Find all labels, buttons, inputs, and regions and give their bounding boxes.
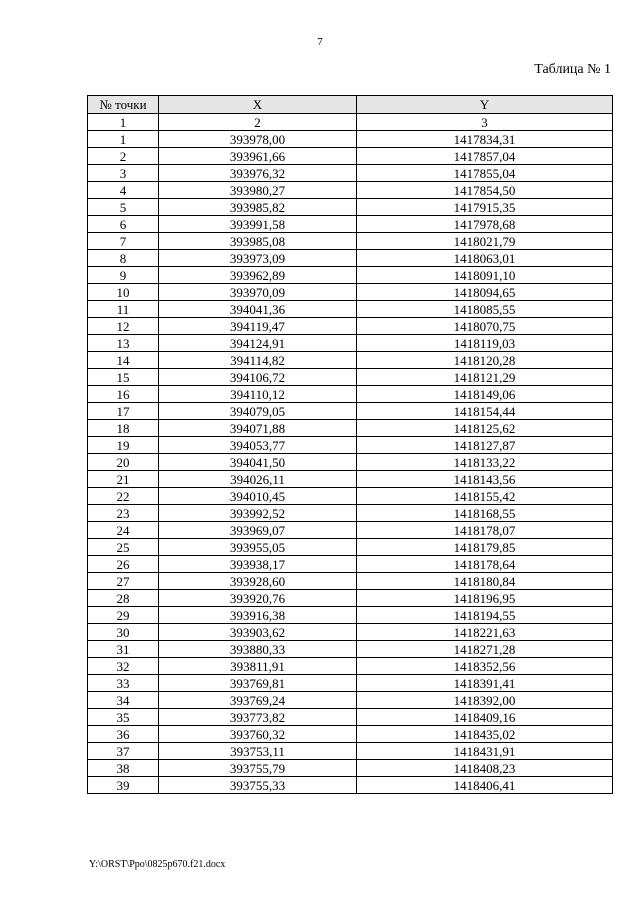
- table-row: [88, 369, 613, 386]
- y-coordinate-cell: 1418143,56: [357, 471, 613, 488]
- table-row: [88, 675, 613, 692]
- point-number-cell: 2: [88, 148, 159, 165]
- point-number-cell: 5: [88, 199, 159, 216]
- table-row: [88, 539, 613, 556]
- table-row: [88, 471, 613, 488]
- y-coordinate-cell: 1418271,28: [357, 641, 613, 658]
- y-coordinate-cell: 1418194,55: [357, 607, 613, 624]
- x-coordinate-cell: 393811,91: [159, 658, 357, 675]
- column-header-x: X: [159, 96, 357, 114]
- point-number-cell: 14: [88, 352, 159, 369]
- x-coordinate-cell: 394041,36: [159, 301, 357, 318]
- table-row: [88, 488, 613, 505]
- point-number-cell: 20: [88, 454, 159, 471]
- table-row: [88, 233, 613, 250]
- y-coordinate-cell: 1417978,68: [357, 216, 613, 233]
- x-coordinate-cell: 394110,12: [159, 386, 357, 403]
- y-coordinate-cell: 1418406,41: [357, 777, 613, 794]
- y-coordinate-cell: 1418392,00: [357, 692, 613, 709]
- point-number-cell: 33: [88, 675, 159, 692]
- y-coordinate-cell: 1418091,10: [357, 267, 613, 284]
- point-number-cell: 30: [88, 624, 159, 641]
- index-cell: 2: [159, 114, 357, 131]
- x-coordinate-cell: 393973,09: [159, 250, 357, 267]
- table-row: [88, 250, 613, 267]
- x-coordinate-cell: 394079,05: [159, 403, 357, 420]
- y-coordinate-cell: 1418070,75: [357, 318, 613, 335]
- table-row: [88, 301, 613, 318]
- y-coordinate-cell: 1418085,55: [357, 301, 613, 318]
- table-row: [88, 777, 613, 794]
- point-number-cell: 16: [88, 386, 159, 403]
- x-coordinate-cell: 393916,38: [159, 607, 357, 624]
- y-coordinate-cell: 1418391,41: [357, 675, 613, 692]
- point-number-cell: 32: [88, 658, 159, 675]
- y-coordinate-cell: 1417855,04: [357, 165, 613, 182]
- x-coordinate-cell: 393928,60: [159, 573, 357, 590]
- x-coordinate-cell: 394053,77: [159, 437, 357, 454]
- y-coordinate-cell: 1418155,42: [357, 488, 613, 505]
- point-number-cell: 23: [88, 505, 159, 522]
- y-coordinate-cell: 1418168,55: [357, 505, 613, 522]
- point-number-cell: 11: [88, 301, 159, 318]
- x-coordinate-cell: 393903,62: [159, 624, 357, 641]
- x-coordinate-cell: 393773,82: [159, 709, 357, 726]
- table-caption: Таблица № 1: [534, 62, 611, 77]
- x-coordinate-cell: 394026,11: [159, 471, 357, 488]
- point-number-cell: 8: [88, 250, 159, 267]
- x-coordinate-cell: 393980,27: [159, 182, 357, 199]
- y-coordinate-cell: 1418127,87: [357, 437, 613, 454]
- table-row: [88, 386, 613, 403]
- table-row: [88, 454, 613, 471]
- table-index-row: [88, 114, 613, 131]
- x-coordinate-cell: 393969,07: [159, 522, 357, 539]
- table-row: [88, 760, 613, 777]
- table-row: [88, 420, 613, 437]
- x-coordinate-cell: 394124,91: [159, 335, 357, 352]
- y-coordinate-cell: 1418196,95: [357, 590, 613, 607]
- column-header-point: № точки: [88, 96, 159, 114]
- point-number-cell: 28: [88, 590, 159, 607]
- point-number-cell: 21: [88, 471, 159, 488]
- point-number-cell: 34: [88, 692, 159, 709]
- y-coordinate-cell: 1417857,04: [357, 148, 613, 165]
- point-number-cell: 10: [88, 284, 159, 301]
- point-number-cell: 18: [88, 420, 159, 437]
- table-row: [88, 505, 613, 522]
- x-coordinate-cell: 394010,45: [159, 488, 357, 505]
- point-number-cell: 13: [88, 335, 159, 352]
- x-coordinate-cell: 394119,47: [159, 318, 357, 335]
- x-coordinate-cell: 393992,52: [159, 505, 357, 522]
- point-number-cell: 1: [88, 131, 159, 148]
- x-coordinate-cell: 393955,05: [159, 539, 357, 556]
- x-coordinate-cell: 393985,82: [159, 199, 357, 216]
- y-coordinate-cell: 1418408,23: [357, 760, 613, 777]
- table-row: [88, 726, 613, 743]
- point-number-cell: 36: [88, 726, 159, 743]
- table-row: [88, 607, 613, 624]
- point-number-cell: 37: [88, 743, 159, 760]
- table-row: [88, 573, 613, 590]
- table-row: [88, 641, 613, 658]
- y-coordinate-cell: 1418409,16: [357, 709, 613, 726]
- point-number-cell: 29: [88, 607, 159, 624]
- page-number: 7: [317, 36, 323, 48]
- x-coordinate-cell: 393938,17: [159, 556, 357, 573]
- point-number-cell: 31: [88, 641, 159, 658]
- x-coordinate-cell: 394041,50: [159, 454, 357, 471]
- index-cell: 1: [88, 114, 159, 131]
- point-number-cell: 19: [88, 437, 159, 454]
- footer-file-path: Y:\ORST\Ppo\0825p670.f21.docx: [89, 859, 226, 870]
- y-coordinate-cell: 1418435,02: [357, 726, 613, 743]
- point-number-cell: 6: [88, 216, 159, 233]
- y-coordinate-cell: 1418119,03: [357, 335, 613, 352]
- x-coordinate-cell: 393755,79: [159, 760, 357, 777]
- point-number-cell: 26: [88, 556, 159, 573]
- y-coordinate-cell: 1418178,07: [357, 522, 613, 539]
- table-row: [88, 267, 613, 284]
- point-number-cell: 17: [88, 403, 159, 420]
- x-coordinate-cell: 393920,76: [159, 590, 357, 607]
- table-row: [88, 352, 613, 369]
- y-coordinate-cell: 1418221,63: [357, 624, 613, 641]
- y-coordinate-cell: 1417834,31: [357, 131, 613, 148]
- y-coordinate-cell: 1418125,62: [357, 420, 613, 437]
- point-number-cell: 3: [88, 165, 159, 182]
- x-coordinate-cell: 393769,81: [159, 675, 357, 692]
- table-row: [88, 199, 613, 216]
- table-row: [88, 437, 613, 454]
- y-coordinate-cell: 1418121,29: [357, 369, 613, 386]
- table-row: [88, 148, 613, 165]
- table-row: [88, 522, 613, 539]
- table-row: [88, 284, 613, 301]
- table-row: [88, 658, 613, 675]
- table-row: [88, 403, 613, 420]
- x-coordinate-cell: 393753,11: [159, 743, 357, 760]
- x-coordinate-cell: 393755,33: [159, 777, 357, 794]
- y-coordinate-cell: 1418154,44: [357, 403, 613, 420]
- point-number-cell: 15: [88, 369, 159, 386]
- point-number-cell: 9: [88, 267, 159, 284]
- x-coordinate-cell: 394106,72: [159, 369, 357, 386]
- point-number-cell: 22: [88, 488, 159, 505]
- point-number-cell: 35: [88, 709, 159, 726]
- table-row: [88, 318, 613, 335]
- point-number-cell: 39: [88, 777, 159, 794]
- table-row: [88, 131, 613, 148]
- point-number-cell: 4: [88, 182, 159, 199]
- y-coordinate-cell: 1418021,79: [357, 233, 613, 250]
- x-coordinate-cell: 393985,08: [159, 233, 357, 250]
- coordinates-table: [87, 95, 613, 794]
- point-number-cell: 27: [88, 573, 159, 590]
- x-coordinate-cell: 393769,24: [159, 692, 357, 709]
- table-row: [88, 335, 613, 352]
- y-coordinate-cell: 1418133,22: [357, 454, 613, 471]
- table-row: [88, 743, 613, 760]
- table-row: [88, 165, 613, 182]
- y-coordinate-cell: 1418179,85: [357, 539, 613, 556]
- y-coordinate-cell: 1417915,35: [357, 199, 613, 216]
- table-row: [88, 709, 613, 726]
- table-row: [88, 624, 613, 641]
- x-coordinate-cell: 393760,32: [159, 726, 357, 743]
- table-row: [88, 556, 613, 573]
- table-row: [88, 182, 613, 199]
- x-coordinate-cell: 393880,33: [159, 641, 357, 658]
- point-number-cell: 12: [88, 318, 159, 335]
- y-coordinate-cell: 1418352,56: [357, 658, 613, 675]
- point-number-cell: 38: [88, 760, 159, 777]
- index-cell: 3: [357, 114, 613, 131]
- x-coordinate-cell: 393962,89: [159, 267, 357, 284]
- x-coordinate-cell: 393970,09: [159, 284, 357, 301]
- x-coordinate-cell: 393978,00: [159, 131, 357, 148]
- point-number-cell: 7: [88, 233, 159, 250]
- table-row: [88, 216, 613, 233]
- y-coordinate-cell: 1418149,06: [357, 386, 613, 403]
- point-number-cell: 24: [88, 522, 159, 539]
- y-coordinate-cell: 1417854,50: [357, 182, 613, 199]
- x-coordinate-cell: 393976,32: [159, 165, 357, 182]
- y-coordinate-cell: 1418120,28: [357, 352, 613, 369]
- y-coordinate-cell: 1418180,84: [357, 573, 613, 590]
- table-row: [88, 692, 613, 709]
- y-coordinate-cell: 1418063,01: [357, 250, 613, 267]
- column-header-y: Y: [357, 96, 613, 114]
- y-coordinate-cell: 1418431,91: [357, 743, 613, 760]
- y-coordinate-cell: 1418178,64: [357, 556, 613, 573]
- x-coordinate-cell: 393991,58: [159, 216, 357, 233]
- table-header-row: [88, 96, 613, 114]
- x-coordinate-cell: 393961,66: [159, 148, 357, 165]
- point-number-cell: 25: [88, 539, 159, 556]
- table-row: [88, 590, 613, 607]
- x-coordinate-cell: 394114,82: [159, 352, 357, 369]
- y-coordinate-cell: 1418094,65: [357, 284, 613, 301]
- x-coordinate-cell: 394071,88: [159, 420, 357, 437]
